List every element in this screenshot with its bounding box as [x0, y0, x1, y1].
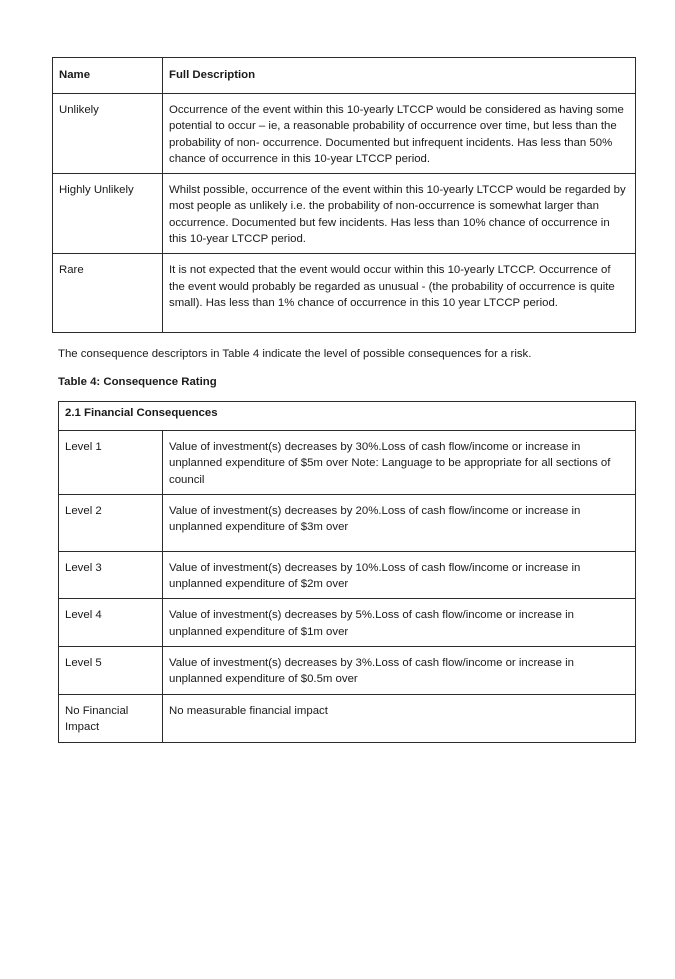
consequence-table: [58, 401, 636, 743]
table-header-row: [59, 402, 636, 431]
likelihood-description: Occurrence of the event within this 10-yearly LTCCP would be considered as having some potential to occur – ie, a reasonable probability of occurrence over time, but less than the probability of non- occurrence. Documented but infrequent incidents. Has less than 50% chance of occurrence in this 10-year LTCCP period.: [163, 94, 636, 174]
body-paragraph: The consequence descriptors in Table 4 indicate the level of possible consequences for a risk.: [58, 348, 532, 360]
table-row: [59, 551, 636, 599]
likelihood-name: Rare: [53, 254, 163, 333]
consequence-description: No measurable financial impact: [163, 694, 636, 742]
consequence-level: Level 3: [59, 551, 163, 599]
consequence-description: Value of investment(s) decreases by 5%.Loss of cash flow/income or increase in unplanned expenditure of $1m over: [163, 599, 636, 647]
consequence-level: No Financial Impact: [59, 694, 163, 742]
table-row: [59, 431, 636, 495]
column-header-description: Full Description: [163, 58, 636, 94]
consequence-level: Level 4: [59, 599, 163, 647]
likelihood-table: [52, 57, 636, 333]
table-row: [59, 647, 636, 695]
table-row: [59, 694, 636, 742]
table-row: [59, 599, 636, 647]
likelihood-name: Highly Unlikely: [53, 174, 163, 254]
likelihood-description: It is not expected that the event would occur within this 10-yearly LTCCP. Occurrence of the event would probably be regarded as unusual - (the probability of occurrence is quite small). Has less than 1% chance of occurrence in this 10 year LTCCP period.: [163, 254, 636, 333]
consequence-level: Level 2: [59, 494, 163, 551]
column-header-name: Name: [53, 58, 163, 94]
table-row: [53, 174, 636, 254]
consequence-description: Value of investment(s) decreases by 3%.Loss of cash flow/income or increase in unplanned expenditure of $0.5m over: [163, 647, 636, 695]
consequence-level: Level 1: [59, 431, 163, 495]
consequence-description: Value of investment(s) decreases by 10%.Loss of cash flow/income or increase in unplanned expenditure of $2m over: [163, 551, 636, 599]
table-row: [59, 494, 636, 551]
table-header-row: [53, 58, 636, 94]
table-row: [53, 94, 636, 174]
consequence-description: Value of investment(s) decreases by 30%.Loss of cash flow/income or increase in unplanned expenditure of $5m over Note: Language to be appropriate for all sections of council: [163, 431, 636, 495]
likelihood-name: Unlikely: [53, 94, 163, 174]
consequence-description: Value of investment(s) decreases by 20%.Loss of cash flow/income or increase in unplanned expenditure of $3m over: [163, 494, 636, 551]
consequence-level: Level 5: [59, 647, 163, 695]
section-header: 2.1 Financial Consequences: [59, 402, 636, 431]
table-row: [53, 254, 636, 333]
likelihood-description: Whilst possible, occurrence of the event within this 10-yearly LTCCP would be regarded by most people as unlikely i.e. the probability of non-occurrence is somewhat larger than occurrence. Documented but few incidents. Has less than 10% chance of occurrence in this 10-year LTCCP period.: [163, 174, 636, 254]
table-caption: Table 4: Consequence Rating: [58, 376, 217, 388]
